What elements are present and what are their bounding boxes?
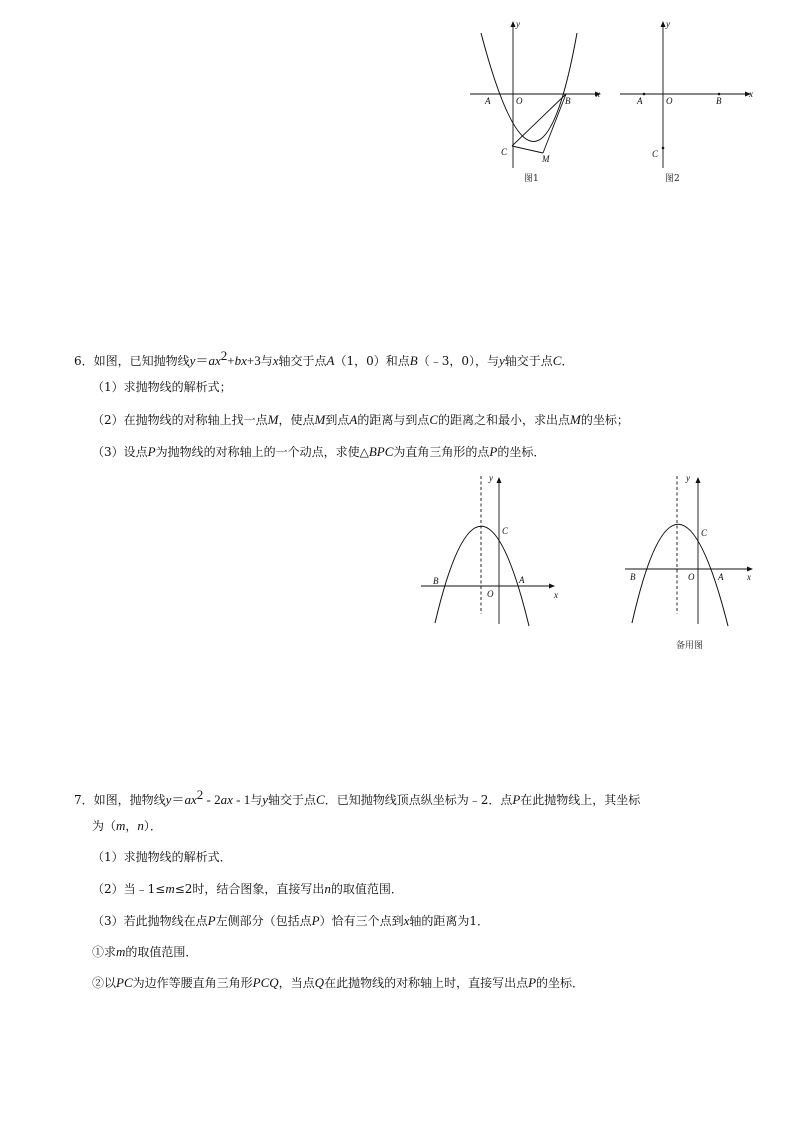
problem6-equation: y <box>189 353 196 368</box>
problem7-q2: （2）当﹣1≤m≤2时，结合图象，直接写出n的取值范围． <box>92 881 403 896</box>
p6-spare-label-B: B <box>630 572 636 582</box>
p6-main-label-O: O <box>487 589 494 599</box>
problem6-stem: 6．如图，已知抛物线$y=ax^2+bx+3$与x轴交于点A（1，0）和点B（﹣3，0），与y轴交于点C． <box>74 348 574 368</box>
p6-main-label-A: A <box>519 575 525 585</box>
fig1-label-x: x <box>596 89 600 99</box>
p6-spare-label-y: y <box>686 473 690 483</box>
problem7-q3-part2: ②以PC为边作等腰直角三角形PCQ，当点Q在此抛物线的对称轴上时，直接写出点P的坐标． <box>92 975 585 990</box>
fig2-label-A: A <box>637 96 643 106</box>
fig1-caption: 图1 <box>524 174 539 184</box>
p6-main-label-B: B <box>433 576 439 586</box>
p6-main-label-x: x <box>554 590 558 600</box>
problem6-q1: （1）求抛物线的解析式； <box>92 380 232 394</box>
fig2-label-B: B <box>716 96 722 106</box>
problem7-number: 7． <box>74 793 94 807</box>
problem6-q3: （3）设点P为抛物线的对称轴上的一个动点，求使△BPC为直角三角形的点P的坐标． <box>92 444 546 459</box>
fig1-label-A: A <box>485 96 491 106</box>
fig1-label-M: M <box>542 154 550 164</box>
p6-spare-label-x: x <box>747 572 751 582</box>
problem6-figure-main <box>418 472 568 627</box>
fig1-label-O: O <box>516 96 523 106</box>
p6-main-label-C: C <box>502 526 509 536</box>
problem7-stem: 7．如图，抛物线$y=ax^2 - 2ax - 1$与y轴交于点C．已知抛物线顶点纵坐标为﹣2．点P在此抛物线上，其坐标 <box>74 787 641 807</box>
p6-spare-label-C: C <box>701 528 708 538</box>
problem7-q1: （1）求抛物线的解析式． <box>92 850 232 864</box>
fig1-label-B: B <box>565 96 571 106</box>
fig1-label-y: y <box>516 19 520 29</box>
problem7-q3: （3）若此抛物线在点P左侧部分（包括点P）恰有三个点到x轴的距离为1． <box>92 913 489 928</box>
fig1-label-C: C <box>501 147 508 157</box>
problem6-number: 6． <box>74 354 94 368</box>
problem6-q2: （2）在抛物线的对称轴上找一点M，使点M到点A的距离与到点C的距离之和最小，求出点M的坐标； <box>92 412 629 427</box>
problem7-equation: y <box>165 792 172 807</box>
problem6-spare-caption: 备用图 <box>676 641 704 651</box>
figure-1 <box>465 18 605 170</box>
problem6-figure-spare <box>622 472 772 627</box>
fig2-label-C: C <box>652 149 659 159</box>
fig2-label-O: O <box>666 96 673 106</box>
fig2-caption: 图2 <box>665 174 680 184</box>
problem7-q3-part1: ①求m的取值范围． <box>92 944 198 959</box>
fig2-label-y: y <box>666 19 670 29</box>
figure-2 <box>618 18 758 170</box>
problem7-stem-line2: 为（m，n）． <box>92 818 162 833</box>
p6-main-label-y: y <box>489 473 493 483</box>
p6-spare-label-A: A <box>718 572 724 582</box>
fig2-label-x: x <box>749 89 753 99</box>
p6-spare-label-O: O <box>688 572 695 582</box>
